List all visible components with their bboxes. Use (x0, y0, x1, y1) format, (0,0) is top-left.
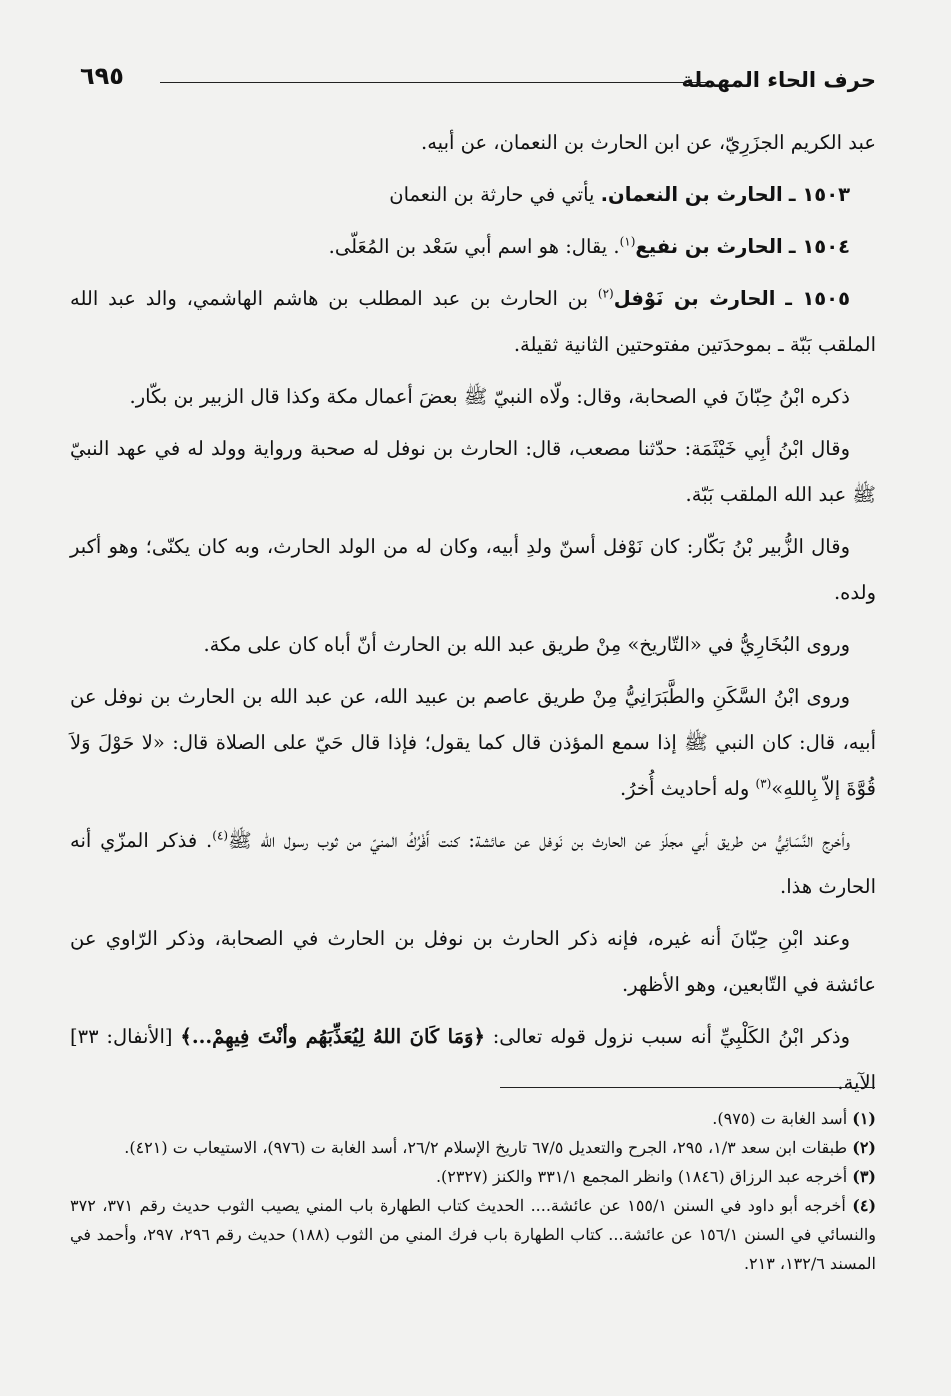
footnote-ref: (٣) (755, 776, 772, 791)
paragraph-text: وروى ابْنُ السَّكَنِ والطَّبَرَانِيُّ مِنْ طريق عاصم بن عبيد الله، عن عبد الله بن الحارث بن نوفل عن أبيه، قال: كان النبي ﷺ إذا سمع المؤذن قال كما يقول؛ فإذا قال حَيّ على الصلاة قال: «لا حَوْلَ وَلاَ قُوَّةَ إلاّ بِاللهِ» (70, 685, 876, 800)
main-text (70, 120, 876, 1112)
entry-text: . يقال: هو اسم أبي سَعْد بن المُعَلّى. (328, 235, 620, 258)
paragraph-text: [الأنفال: ٣٣] الآية. (70, 1025, 876, 1094)
entry-text: بن الحارث بن عبد المطلب بن هاشم الهاشمي، والد عبد الله الملقب بَبّة ـ بموحدَتين مفتوحتين الثانية ثقيلة. (70, 287, 876, 356)
quran-verse: ﴿وَمَا كَانَ اللهُ لِيُعَذِّبَهُم وأنْتَ فِيهِمْ...﴾ (180, 1025, 485, 1048)
footnote-number: (٢) (852, 1138, 876, 1157)
footnotes (70, 1104, 876, 1278)
entry-text: يأتي في حارثة بن النعمان (389, 183, 595, 206)
paragraph (70, 1014, 876, 1106)
footnote (70, 1162, 876, 1191)
paragraph: عبد الكريم الجزَرِيّ، عن ابن الحارث بن النعمان، عن أبيه. (421, 131, 876, 154)
footnote (70, 1133, 876, 1162)
paragraph: وقال ابْنُ أبِي خَيْثَمَة: حدّثنا مصعب، قال: الحارث بن نوفل له صحبة ورواية وولد له في عهد النبيّ ﷺ عبد الله الملقب بَبّة. (70, 437, 876, 506)
entry-name: الحارث بن نفيع (635, 235, 783, 258)
paragraph (70, 818, 876, 910)
paragraph-text: وله أحاديث أُخرُ. (619, 777, 756, 800)
entry-name: الحارث بن النعمان. (600, 183, 783, 206)
footnote-number: (٤) (852, 1196, 877, 1215)
footnote (70, 1191, 876, 1278)
footnote-text: أخرجه عبد الرزاق (١٨٤٦) وانظر المجمع ٣٣١/١ والكنز (٢٣٢٧). (435, 1167, 848, 1186)
page-header (80, 62, 876, 98)
entry-number: ١٥٠٤ ـ (788, 235, 850, 258)
footnote-ref: (٢) (597, 286, 614, 301)
paragraph (70, 674, 876, 812)
footnote-text: طبقات ابن سعد ١/٣، ٢٩٥، الجرح والتعديل ٦٧/٥ تاريخ الإسلام ٢٦/٢، أسد الغابة ت (٩٧٦)، الاستيعاب ت (٤٢١). (124, 1138, 848, 1157)
entry-name: الحارث بن نَوْفل (613, 287, 776, 310)
paragraph-text: وذكر ابْنُ الكَلْبِيِّ أنه سبب نزول قوله تعالى: (484, 1025, 850, 1048)
paragraph: وقال الزُّبير بْنُ بَكّار: كان نَوْفل أسنّ ولدِ أبيه، وكان له من الولد الحارث، وبه كان يكنّى؛ وهو أكبر ولده. (70, 535, 876, 604)
footnote-number: (١) (852, 1109, 876, 1128)
footnote-ref: (١) (619, 234, 636, 249)
header-rule (160, 82, 706, 83)
footnote-text: أخرجه أبو داود في السنن ١٥٥/١ عن عائشة.... الحديث كتاب الطهارة باب المني يصيب الثوب حديث رقم ٣٧١، ٣٧٢ والنسائي في السنن ١٥٦/١ عن عائشة... كتاب الطهارة باب فرك المني من الثوب (١٨٨) حديث رقم ٢٩٦، ٢٩٧، وأحمد في المسند ١٣٢/٦، ٢١٣. (70, 1196, 877, 1273)
entry-1504 (70, 224, 876, 270)
paragraph: وعند ابْنِ حِبّانَ أنه غيره، فإنه ذكر الحارث بن نوفل بن الحارث في الصحابة، وذكر الرّاوي عن عائشة في التّابعين، وهو الأظهر. (70, 927, 876, 996)
page-number: ٦٩٥ (80, 62, 124, 90)
entry-1503 (70, 172, 876, 218)
footnote-separator (500, 1087, 875, 1088)
entry-1505 (70, 276, 876, 368)
footnote-ref: (٤) (212, 828, 229, 843)
entry-number: ١٥٠٣ ـ (788, 183, 850, 206)
footnote-text: أسد الغابة ت (٩٧٥). (712, 1109, 848, 1128)
footnote-number: (٣) (852, 1167, 876, 1186)
footnote (70, 1104, 876, 1133)
paragraph-text: . فذكر المزّي أنه الحارث هذا. (70, 829, 876, 898)
paragraph: وروى البُخَارِيُّ في «التّاريخ» مِنْ طريق عبد الله بن الحارث أنّ أباه كان على مكة. (203, 633, 850, 656)
running-title: حرف الحاء المهملة (681, 68, 876, 92)
entry-number: ١٥٠٥ ـ (785, 287, 850, 310)
paragraph: ذكره ابْنُ حِبّانَ في الصحابة، وقال: ولّاه النبيّ ﷺ بعضَ أعمال مكة وكذا قال الزبير بن بكّار. (129, 385, 850, 408)
paragraph-text: وأخرج النَّسَائِيُّ من طريق أبي مجلَز عن الحارث بن نَوفل عن عائشة: كنت أَفْرُكُ المنيّ من ثوب رسول الله ﷺ (228, 829, 850, 852)
